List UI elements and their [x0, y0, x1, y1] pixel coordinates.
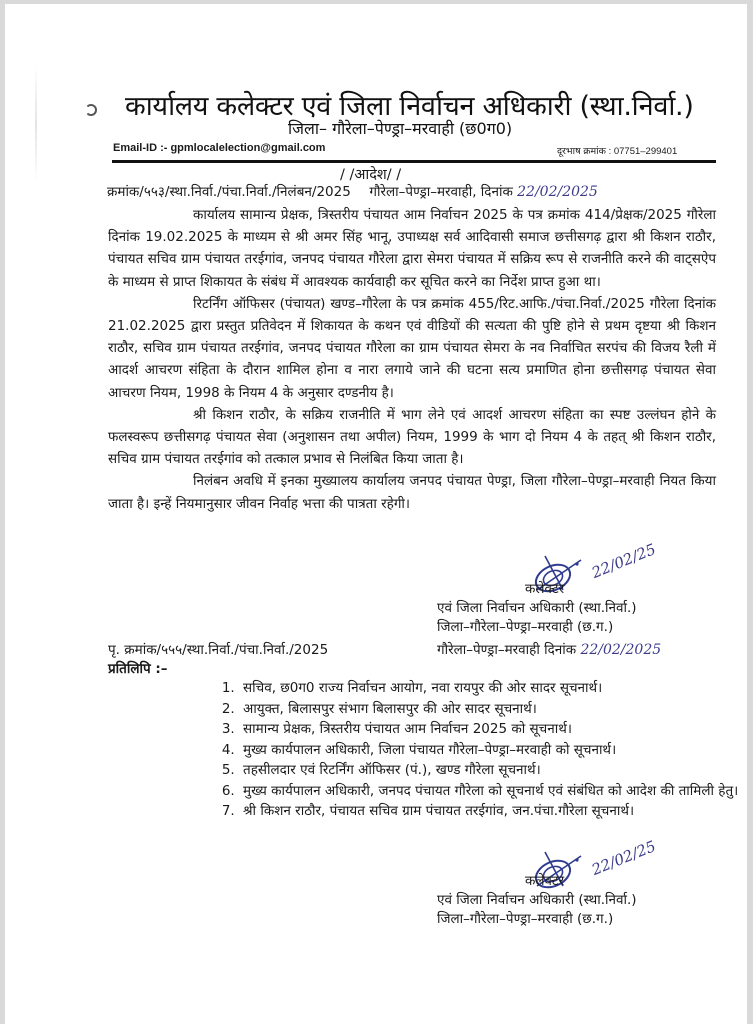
- copy-recipient: 5. तहसीलदार एवं रिटर्निंग ऑफिसर (पं.), खण्ड गौरेला सूचनार्थ।: [239, 760, 739, 781]
- copy-recipient: 6. मुख्य कार्यपालन अधिकारी, जनपद पंचायत गौरेला को सूचनार्थ एवं संबंधित को आदेश की तामिली हेतु।: [239, 781, 739, 802]
- letterhead-title: कार्यालय कलेक्टर एवं जिला निर्वाचन अधिकारी (स्था.निर्वा.): [125, 91, 694, 122]
- punch-hole-icon: [85, 104, 97, 116]
- signatory-designation-2: एवं जिला निर्वाचन अधिकारी (स्था.निर्वा.): [437, 600, 637, 616]
- signature-block-1: [437, 580, 637, 637]
- signatory-designation-1: कलेक्टर: [525, 873, 565, 889]
- copy-recipient-list: [219, 678, 739, 822]
- copy-recipient: 1. सचिव, छ0ग0 राज्य निर्वाचन आयोग, नवा रायपुर की ओर सादर सूचनार्थ।: [239, 678, 739, 699]
- copy-recipient: 7. श्री किशन राठौर, पंचायत सचिव ग्राम पंचायत तरईगांव, जन.पंचा.गौरेला सूचनार्थ।: [239, 801, 739, 822]
- order-paragraph: श्री किशन राठौर, के सक्रिय राजनीति में भाग लेने एवं आदर्श आचरण संहिता का स्पष्ट उल्लंघन होने के फलस्वरूप छत्तीसगढ़ पंचायत सेवा (अनुशासन तथा अपील) नियम, 1999 के भाग दो नियम 4 के तहत् श्री किशन राठौर, सचिव ग्राम पंचायत तरईगांव को तत्काल प्रभाव से निलंबित किया जाता है।: [108, 406, 716, 468]
- signatory-designation-3: जिला–गौरेला–पेण्ड्रा–मरवाही (छ.ग.): [437, 911, 614, 927]
- signature-date-1: 22/02/25: [589, 540, 659, 582]
- copy-place: गौरेला–पेण्ड्रा–मरवाही दिनांक: [437, 642, 577, 658]
- signature-date-2: 22/02/25: [589, 837, 659, 879]
- order-reference: क्रमांक/५५३/स्था.निर्वा./पंचा.निर्वा./निलंबन/2025: [107, 184, 351, 200]
- copy-recipient: 2. आयुक्त, बिलासपुर संभाग बिलासपुर की ओर सादर सूचनार्थ।: [239, 699, 739, 720]
- signatory-designation-3: जिला–गौरेला–पेण्ड्रा–मरवाही (छ.ग.): [437, 619, 614, 635]
- letterhead-subtitle: जिला– गौरेला–पेण्ड्रा–मरवाही (छ0ग0): [288, 119, 513, 138]
- copy-place-line: [437, 640, 661, 658]
- letterhead-divider: [112, 160, 716, 163]
- signature-block-2: [437, 872, 637, 929]
- order-place: गौरेला–पेण्ड्रा–मरवाही, दिनांक: [369, 184, 513, 200]
- copy-heading: प्रतिलिपि :–: [108, 661, 168, 677]
- paper-crease: [35, 64, 37, 184]
- order-date-handwritten: 22/02/2025: [517, 184, 598, 200]
- order-reference-line: [107, 182, 598, 200]
- letterhead-email: Email-ID :- gpmlocalelection@gmail.com: [113, 142, 326, 154]
- letterhead-phone: दूरभाष क्रमांक : 07751–299401: [557, 146, 678, 157]
- copy-reference: पृ. क्रमांक/५५५/स्था.निर्वा./पंचा.निर्वा./2025: [108, 642, 329, 658]
- order-paragraph: कार्यालय सामान्य प्रेक्षक, त्रिस्तरीय पंचायत आम निर्वाचन 2025 के पत्र क्रमांक 414/प्रेक्षक/2025 गौरेला दिनांक 19.02.2025 के माध्यम से श्री अमर सिंह भानू, उपाध्यक्ष सर्व आदिवासी समाज छत्तीसगढ़ द्वारा श्री किशन राठौर, पंचायत सचिव ग्राम पंचायत तरईगांव, जनपद पंचायत गौरेला द्वारा सेमरा पंचायत में सक्रिय रूप से राजनीति करने की वाट्सऐप के माध्यम से प्राप्त शिकायत के संबंध में आवश्यक कार्यवाही कर सूचित करने का निर्देश प्राप्त हुआ था।: [108, 207, 716, 290]
- document-page: [5, 4, 747, 1024]
- copy-recipient: 3. सामान्य प्रेक्षक, त्रिस्तरीय पंचायत आम निर्वाचन 2025 को सूचनार्थ।: [239, 719, 739, 740]
- signatory-designation-1: कलेक्टर: [525, 581, 565, 597]
- order-heading: / /आदेश/ /: [340, 167, 402, 183]
- order-paragraph: निलंबन अवधि में इनका मुख्यालय कार्यालय जनपद पंचायत पेण्ड्रा, जिला गौरेला–पेण्ड्रा–मरवाही नियत किया जाता है। इन्हें नियमानुसार जीवन निर्वाह भत्ता की पात्रता रहेगी।: [108, 473, 716, 512]
- order-paragraph: रिटर्निंग ऑफिसर (पंचायत) खण्ड–गौरेला के पत्र क्रमांक 455/रिट.आफि./पंचा.निर्वा./2025 गौरेला दिनांक 21.02.2025 द्वारा प्रस्तुत प्रतिवेदन में शिकायत के कथन एवं वीडियों की सत्यता की पुष्टि होने से प्रथम दृष्टया श्री किशन राठौर, सचिव ग्राम पंचायत तरईगांव, जनपद पंचायत गौरेला का ग्राम पंचायत सेमरा के नव निर्वाचित सरपंच की विजय रैली में आदर्श आचरण संहिता के दौरान शामिल होना व नारा लगाये जाने की घटना सत्य प्रमाणित होना छत्तीसगढ़ पंचायत सेवा आचरण नियम, 1998 के नियम 4 के अनुसार दण्डनीय है।: [108, 295, 716, 401]
- signatory-designation-2: एवं जिला निर्वाचन अधिकारी (स्था.निर्वा.): [437, 892, 637, 908]
- copy-date-handwritten: 22/02/2025: [580, 642, 662, 658]
- copy-recipient: 4. मुख्य कार्यपालन अधिकारी, जिला पंचायत गौरेला–पेण्ड्रा–मरवाही को सूचनार्थ।: [239, 740, 739, 761]
- order-body: [108, 204, 716, 515]
